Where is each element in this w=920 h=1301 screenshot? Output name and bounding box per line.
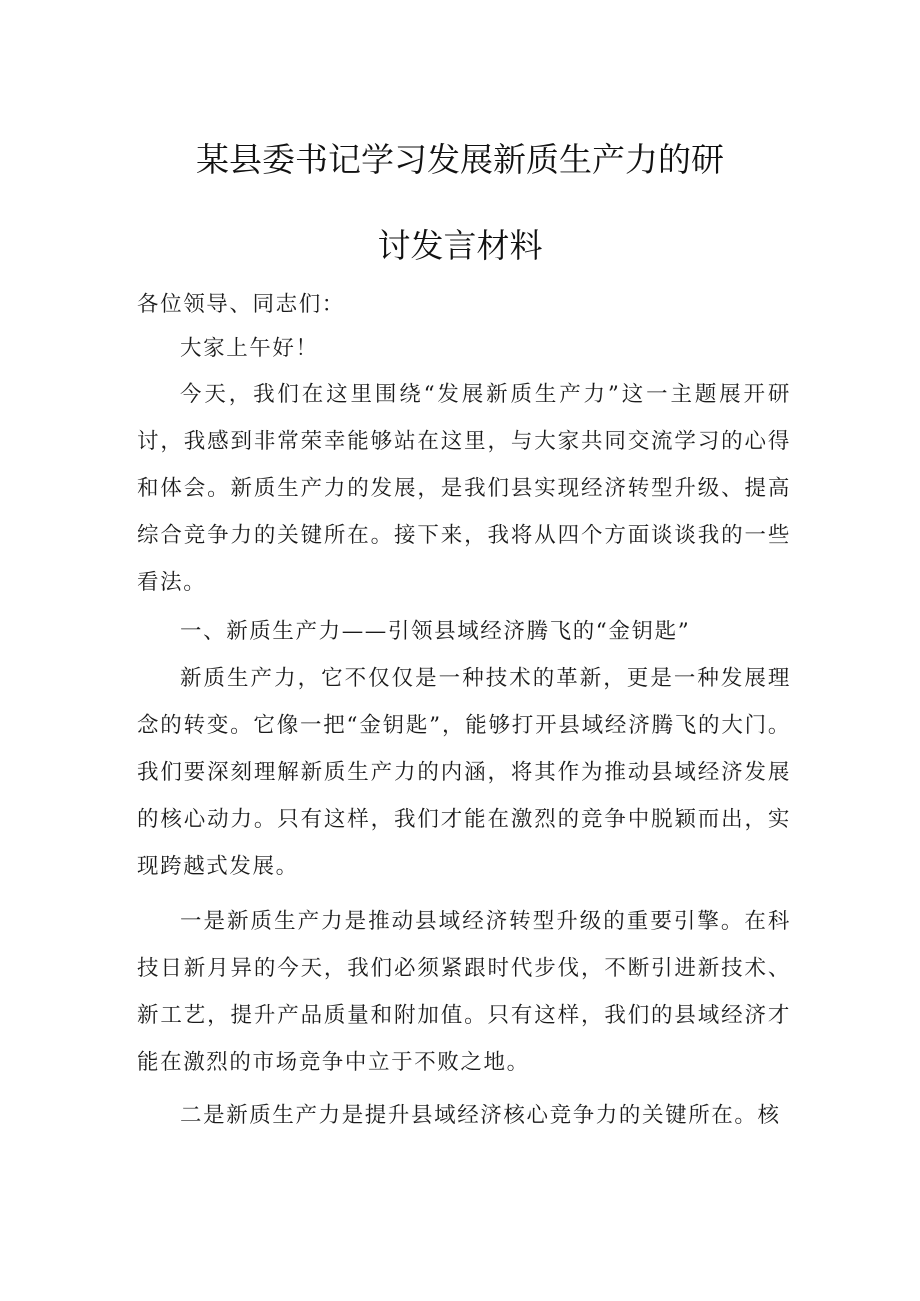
salutation: 各位领导、同志们：: [137, 292, 345, 317]
document-title-line-2: 讨发言材料: [377, 226, 543, 265]
section-1-paragraph: 新质生产力，它不仅仅是一种技术的革新，更是一种发展理念的转变。它像一把“金钥匙”，能够打开县域经济腾飞的大门。我们要深刻理解新质生产力的内涵，将其作为推动县域经济发展的核心动力。只有这样，我们才能在激烈的竞争中脱颖而出，实现跨越式发展。: [137, 666, 791, 879]
point-1-paragraph: 一是新质生产力是推动县域经济转型升级的重要引擎。在科技日新月异的今天，我们必须紧跟时代步伐，不断引进新技术、新工艺，提升产品质量和附加值。只有这样，我们的县域经济才能在激烈的市场竞争中立于不败之地。: [137, 909, 791, 1075]
document-title-line-1: 某县委书记学习发展新质生产力的研: [196, 140, 724, 179]
point-2-paragraph: 二是新质生产力是提升县域经济核心竞争力的关键所在。核: [180, 1103, 781, 1128]
intro-paragraph: 今天，我们在这里围绕“发展新质生产力”这一主题展开研讨，我感到非常荣幸能够站在这里，与大家共同交流学习的心得和体会。新质生产力的发展，是我们县实现经济转型升级、提高综合竞争力的关键所在。接下来，我将从四个方面谈谈我的一些看法。: [137, 382, 791, 595]
greeting: 大家上午好！: [180, 336, 319, 361]
section-1-heading: 一、新质生产力——引领县域经济腾飞的“金钥匙”: [180, 619, 691, 644]
